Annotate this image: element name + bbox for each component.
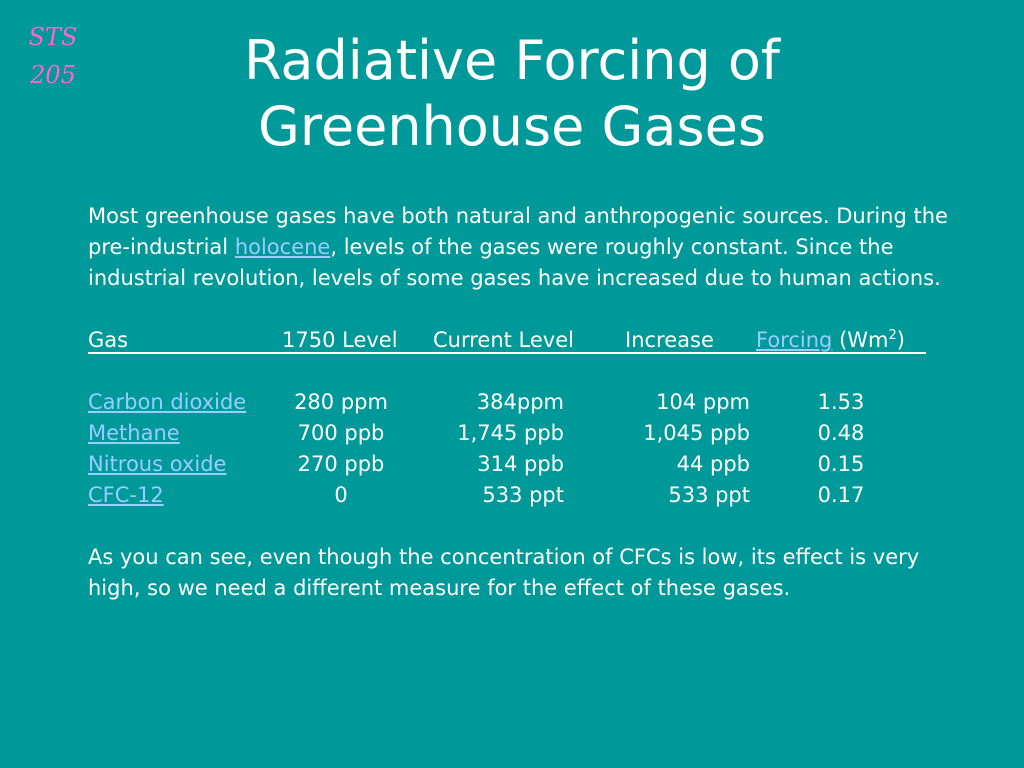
level-1750-cell: 700 ppb: [297, 421, 385, 445]
forcing-cell: 1.53: [817, 390, 865, 414]
increase-cell: 1,045 ppb: [643, 421, 750, 445]
current-level-cell: 314 ppb: [477, 452, 564, 476]
title-line-1: Radiative Forcing of: [244, 29, 780, 92]
current-level-cell: 533 ppt: [482, 483, 564, 507]
gas-link-methane[interactable]: Methane: [88, 421, 180, 445]
gas-link-carbon-dioxide[interactable]: Carbon dioxide: [88, 390, 247, 414]
header-gas: Gas: [88, 328, 129, 352]
forcing-link[interactable]: Forcing: [756, 328, 833, 352]
header-1750-level: 1750 Level: [282, 328, 398, 352]
header-underline: [88, 352, 926, 354]
header-current-level: Current Level: [433, 328, 574, 352]
table-row: [88, 480, 948, 511]
slide-content: [88, 201, 948, 604]
forcing-cell: 0.48: [817, 421, 865, 445]
forcing-cell: 0.17: [817, 483, 865, 507]
current-level-cell: 384ppm: [476, 390, 564, 414]
intro-text-1: Most greenhouse gases have both natural and anthropogenic sources. During the pre-industrial: [88, 204, 948, 259]
intro-paragraph: [88, 201, 948, 294]
level-1750-cell: 270 ppb: [297, 452, 385, 476]
table-row: [88, 449, 948, 480]
gas-link-cfc-12[interactable]: CFC-12: [88, 483, 164, 507]
slide-title: [0, 28, 1024, 160]
badge-line-2: 205: [30, 61, 76, 89]
increase-cell: 44 ppb: [676, 452, 750, 476]
forcing-unit-suffix: ): [896, 328, 905, 352]
conclusion-paragraph: As you can see, even though the concentration of CFCs is low, its effect is very high, so we need a different measure for the effect of these gases.: [88, 545, 920, 600]
increase-cell: 533 ppt: [668, 483, 750, 507]
forcing-unit-prefix: (Wm: [839, 328, 889, 352]
forcing-unit-sup: 2: [888, 328, 897, 343]
table-header: [88, 325, 948, 356]
increase-cell: 104 ppm: [656, 390, 750, 414]
forcing-cell: 0.15: [817, 452, 865, 476]
level-1750-cell: 280 ppm: [294, 390, 388, 414]
title-line-2: Greenhouse Gases: [258, 95, 766, 158]
level-1750-cell: 0: [334, 483, 348, 507]
gas-link-nitrous-oxide[interactable]: Nitrous oxide: [88, 452, 227, 476]
header-increase: Increase: [625, 328, 714, 352]
holocene-link[interactable]: holocene: [234, 235, 331, 259]
badge-line-1: STS: [28, 23, 78, 51]
intro-text-2: , levels of the gases were roughly constant. Since the industrial revolution, levels of some gases have increased due to human actions.: [88, 235, 941, 290]
table-row: [88, 387, 948, 418]
current-level-cell: 1,745 ppb: [457, 421, 564, 445]
table-row: [88, 418, 948, 449]
